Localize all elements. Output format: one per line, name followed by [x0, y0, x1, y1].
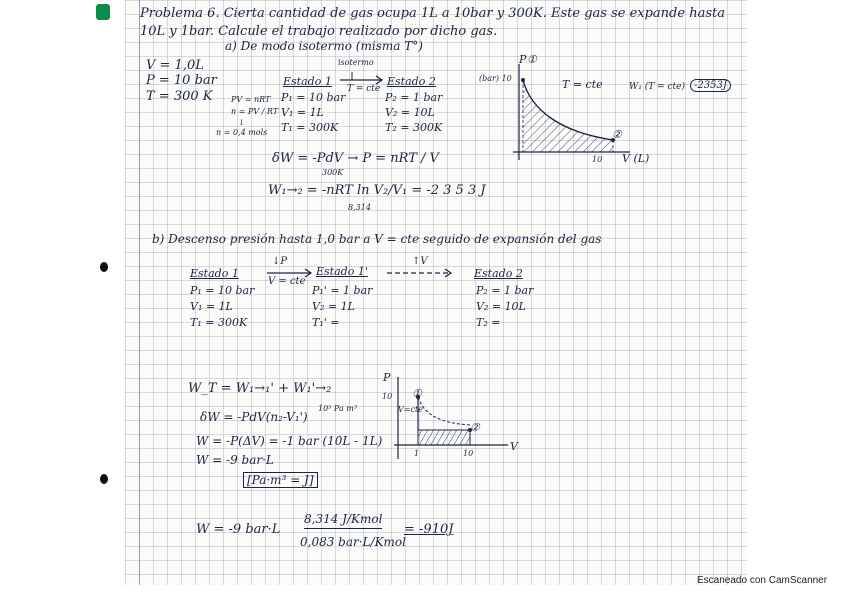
- graph-b-side-label: V=cte: [398, 405, 423, 414]
- estado1-pressure: P₁ = 10 bar: [281, 91, 346, 104]
- b-arrow1-top-label: ↓P: [272, 256, 288, 267]
- part-a-heading: a) De modo isotermo (misma T°): [225, 39, 423, 53]
- b-conversion-numerator: 8,314 J/Kmol: [304, 512, 382, 529]
- graph-b-p-label: P: [383, 371, 391, 384]
- graph-b-point2-label: ②: [470, 421, 480, 434]
- graph-a-point1-label: ①: [527, 53, 537, 66]
- part-b-heading: b) Descenso presión hasta 1,0 bar a V = cte seguido de expansión del gas: [152, 232, 602, 246]
- graph-b-v-tick1: 1: [414, 449, 420, 458]
- b-estado1-temperature: T₁ = 300K: [190, 316, 248, 329]
- b-unit-note: [Pa·m³ = J]: [243, 472, 318, 488]
- graph-isothermal: [505, 60, 635, 165]
- work-differential-note: 300K: [322, 168, 344, 177]
- b-estado1p-pressure: P₁' = 1 bar: [312, 284, 373, 297]
- b-work-differential-note: 10⁵ Pa m³: [318, 404, 358, 413]
- problem-statement-line2: 10L y 1bar. Calcule el trabajo realizado por dicho gas.: [140, 24, 498, 39]
- arrow-estado1-to-2: [338, 72, 386, 86]
- b-arrow2: [385, 268, 455, 278]
- estado1-volume: V₁ = 1L: [281, 106, 324, 119]
- isotermo-label: isotermo: [338, 58, 374, 67]
- moles-eq1: PV = nRT: [231, 95, 271, 104]
- graph-b-p-tick: 10: [382, 392, 393, 401]
- estado1-temperature: T₁ = 300K: [281, 121, 339, 134]
- estado2-pressure: P₂ = 1 bar: [385, 91, 443, 104]
- graph-two-step: [390, 375, 520, 465]
- b-estado1p-title: Estado 1': [316, 265, 368, 278]
- b-arrow1-bottom-label: V = cte: [268, 276, 306, 287]
- b-estado2-volume: V₂ = 10L: [476, 300, 526, 313]
- b-total-work-eq: W_T = W₁→₁' + W₁'→₂: [188, 381, 332, 396]
- b-estado1p-volume: V₂ = 1L: [312, 300, 355, 313]
- b-estado1-title: Estado 1: [190, 267, 239, 280]
- work-differential-eq: δW = -PdV → P = nRT / V: [272, 151, 439, 166]
- problem-statement-line1: Problema 6. Cierta cantidad de gas ocupa 1L a 10bar y 300K. Este gas se expande hasta: [140, 6, 725, 21]
- arrow-tcte-label: T = cte: [347, 84, 381, 94]
- b-estado1p-temperature: T₁' =: [312, 316, 340, 329]
- given-temperature: T = 300 K: [146, 89, 213, 104]
- moles-eq2: n = PV / RT: [231, 107, 279, 116]
- work-isothermal-note: 8,314: [348, 203, 371, 212]
- graph-a-work-label: W₁ (T = cte): [629, 82, 685, 92]
- work-isothermal-eq: W₁→₂ = -nRT ln V₂/V₁ = -2 3 5 3 J: [268, 183, 486, 198]
- b-estado1-volume: V₁ = 1L: [190, 300, 233, 313]
- estado2-title: Estado 2: [387, 75, 436, 88]
- moles-result: n = 0,4 mols: [216, 128, 268, 137]
- given-pressure: P = 10 bar: [146, 73, 217, 88]
- graph-a-p-label: P: [519, 53, 527, 66]
- graph-a-curve-label: T = cte: [562, 78, 603, 91]
- graph-a-point2-label: ②: [612, 128, 622, 141]
- binder-hole-icon: [100, 262, 108, 272]
- estado2-volume: V₂ = 10L: [385, 106, 435, 119]
- b-estado2-pressure: P₂ = 1 bar: [476, 284, 534, 297]
- b-conversion-left: W = -9 bar·L: [196, 522, 281, 537]
- margin-line: [139, 0, 140, 585]
- graph-a-p-tick: (bar) 10: [479, 74, 512, 83]
- graph-b-v-label: V: [510, 440, 518, 453]
- b-work-expansion-eq: W = -P(ΔV) = -1 bar (10L - 1L): [196, 434, 383, 448]
- b-work-area: [418, 430, 470, 445]
- b-isotherm-reference: [418, 397, 470, 425]
- estado2-temperature: T₂ = 300K: [385, 121, 443, 134]
- b-conversion-denominator: 0,083 bar·L/Kmol: [300, 535, 406, 549]
- scanner-watermark: Escaneado con CamScanner: [697, 575, 828, 586]
- b-work-differential-eq: δW = -PdV(n₂-V₁'): [200, 410, 308, 424]
- binder-hole-icon: [100, 474, 108, 484]
- b-conversion-result: = -910J: [404, 522, 454, 537]
- green-tab-marker: [96, 4, 110, 20]
- given-volume: V = 1,0L: [146, 58, 204, 73]
- b-estado2-title: Estado 2: [474, 267, 523, 280]
- moles-arrow: ↓: [238, 118, 245, 127]
- b-estado1-pressure: P₁ = 10 bar: [190, 284, 255, 297]
- estado1-title: Estado 1: [283, 75, 332, 88]
- graph-b-v-tick2: 10: [463, 449, 474, 458]
- graph-a-v-label: V (L): [622, 152, 650, 165]
- graph-a-v-tick: 10: [592, 155, 603, 164]
- b-arrow2-top-label: ↑V: [412, 256, 428, 267]
- b-work-result-barL: W = -9 bar·L: [196, 453, 274, 467]
- b-estado2-temperature: T₂ =: [476, 316, 501, 329]
- graph-a-work-value: -2353J: [690, 79, 731, 92]
- graph-b-point1-label: ①: [412, 387, 422, 400]
- state1-point: [521, 78, 525, 82]
